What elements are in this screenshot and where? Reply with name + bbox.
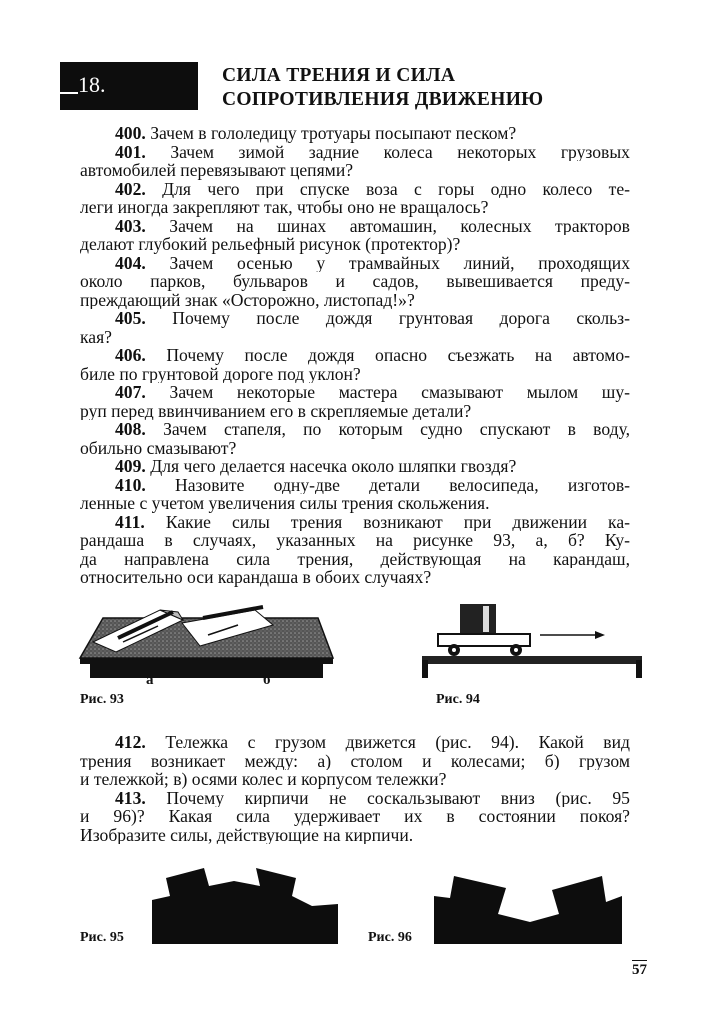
problem-line [80,124,630,143]
problem-line [80,272,630,291]
problem-line [80,402,630,421]
problem-line [80,143,630,162]
figure-93-label-a: а [146,672,154,688]
problem-number: 411. [115,512,145,531]
problem-number: 412. [115,733,146,752]
problem-text: кая? [80,327,112,346]
problem-text: Зачем зимой задние колеса некоторых грузовых [170,142,630,161]
problem-text: руп перед ввинчиванием его в скрепляемые детали? [80,401,472,420]
problem-text: Почему после дождя грунтовая дорога скольз- [172,309,630,328]
problem-line [80,235,630,254]
page-number: 57 [632,962,647,978]
problem-text: Зачем некоторые мастера смазывают мылом шу- [169,383,630,402]
section-number-box [60,62,198,110]
problem-text: Зачем осенью у трамвайных линий, проходящих [169,253,630,272]
problem-number: 413. [115,788,146,807]
problem-line [80,365,630,384]
section-title [222,64,543,112]
problem-number: 400. [115,124,146,143]
problem-line [80,752,630,771]
problem-item [80,254,630,310]
problem-line [80,309,630,328]
problem-item [80,346,630,383]
problems-list-bottom [80,733,630,844]
problem-line [80,420,630,439]
problem-text: леги иногда закрепляют так, чтобы оно не вращалось? [80,198,489,217]
figure-95-bricks-on-hill [152,866,338,946]
problem-line [80,476,630,495]
figure-96-bricks-in-valley [434,866,624,946]
figure-93-label-b: б [263,672,271,688]
problem-text: рандаша в случаях, указанных на рисунке 93, а, б? Ку- [80,531,630,550]
problem-line [80,789,630,808]
figure-93-caption: Рис. 93 [80,692,124,707]
problem-number: 403. [115,216,146,235]
problem-line [80,291,630,310]
problem-text: около парков, бульваров и садов, вывешивается преду- [80,272,630,291]
problem-item [80,420,630,457]
problem-line [80,531,630,550]
problem-number: 409. [115,457,146,476]
problem-text: Назовите одну-две детали велосипеда, изготов- [175,475,630,494]
problem-text: относительно оси карандаша в обоих случаях? [80,568,432,587]
problem-item [80,217,630,254]
problem-line [80,346,630,365]
problem-text: делают глубокий рельефный рисунок (протектор)? [80,235,461,254]
problem-line [80,513,630,532]
problem-text: Тележка с грузом движется (рис. 94). Какой вид [165,733,630,752]
figure-96-caption: Рис. 96 [368,930,412,945]
problem-line [80,439,630,458]
problem-line [80,217,630,236]
problem-number: 406. [115,346,146,365]
problem-line [80,770,630,789]
problem-item [80,789,630,845]
problem-text: обильно смазывают? [80,438,237,457]
problem-text: да направлена сила трения, действующая на карандаш, [80,549,630,568]
problem-line [80,568,630,587]
problem-number: 405. [115,309,146,328]
problem-line [80,161,630,180]
figure-95-caption: Рис. 95 [80,930,124,945]
problem-line [80,254,630,273]
problem-text: автомобилей перевязывают цепями? [80,161,354,180]
problem-number: 404. [115,253,146,272]
problem-text: Какие силы трения возникают при движении ка- [165,512,630,531]
figure-94-caption: Рис. 94 [436,692,480,707]
problem-text: ленные с учетом увеличения силы трения скольжения. [80,494,490,513]
problem-text: Почему кирпичи не соскальзывают вниз (рис. 95 [166,788,630,807]
problem-text: Для чего делается насечка около шляпки гвоздя? [150,457,517,476]
problem-item [80,124,630,143]
problem-text: Зачем в гололедицу тротуары посыпают песком? [150,124,517,143]
problem-line [80,550,630,569]
problem-text: трения возникает между: а) столом и колесами; б) грузом [80,751,630,770]
problem-number: 402. [115,179,146,198]
problem-line [80,198,630,217]
problem-line [80,733,630,752]
problem-item [80,143,630,180]
problem-item [80,733,630,789]
problem-text: и тележкой; в) осями колес и корпусом тележки? [80,770,447,789]
problem-text: и 96)? Какая сила удерживает их в состоянии покоя? [80,807,630,826]
section-number: 18. [78,72,106,97]
problem-text: Зачем стапеля, по которым судно спускают в воду, [163,420,630,439]
problem-number: 408. [115,420,146,439]
problem-line [80,180,630,199]
problem-item [80,180,630,217]
problem-text: Для чего при спуске воза с горы одно колесо те- [162,179,630,198]
problem-text: Зачем на шинах автомашин, колесных тракторов [169,216,630,235]
problem-line [80,807,630,826]
problem-item [80,513,630,587]
problem-line [80,826,630,845]
problem-text: биле по грунтовой дороге под уклон? [80,364,361,383]
section-title-line: СИЛА ТРЕНИЯ И СИЛА [222,65,456,86]
problem-number: 407. [115,383,146,402]
problem-number: 410. [115,475,146,494]
problem-line [80,383,630,402]
problem-text: Почему после дождя опасно съезжать на автомо- [166,346,630,365]
problem-item [80,309,630,346]
problem-text: преждающий знак «Осторожно, листопад!»? [80,290,415,309]
figure-93-pencils-on-inclines [78,600,338,680]
problem-line [80,494,630,513]
figure-94-cart-with-load [420,600,645,680]
problem-number: 401. [115,142,146,161]
problems-list-top [80,124,630,587]
problem-item [80,476,630,513]
problem-line [80,328,630,347]
problem-item [80,383,630,420]
problem-text: Изобразите силы, действующие на кирпичи. [80,825,414,844]
problem-line [80,457,630,476]
section-title-line: СОПРОТИВЛЕНИЯ ДВИЖЕНИЮ [222,89,544,110]
problem-item [80,457,630,476]
